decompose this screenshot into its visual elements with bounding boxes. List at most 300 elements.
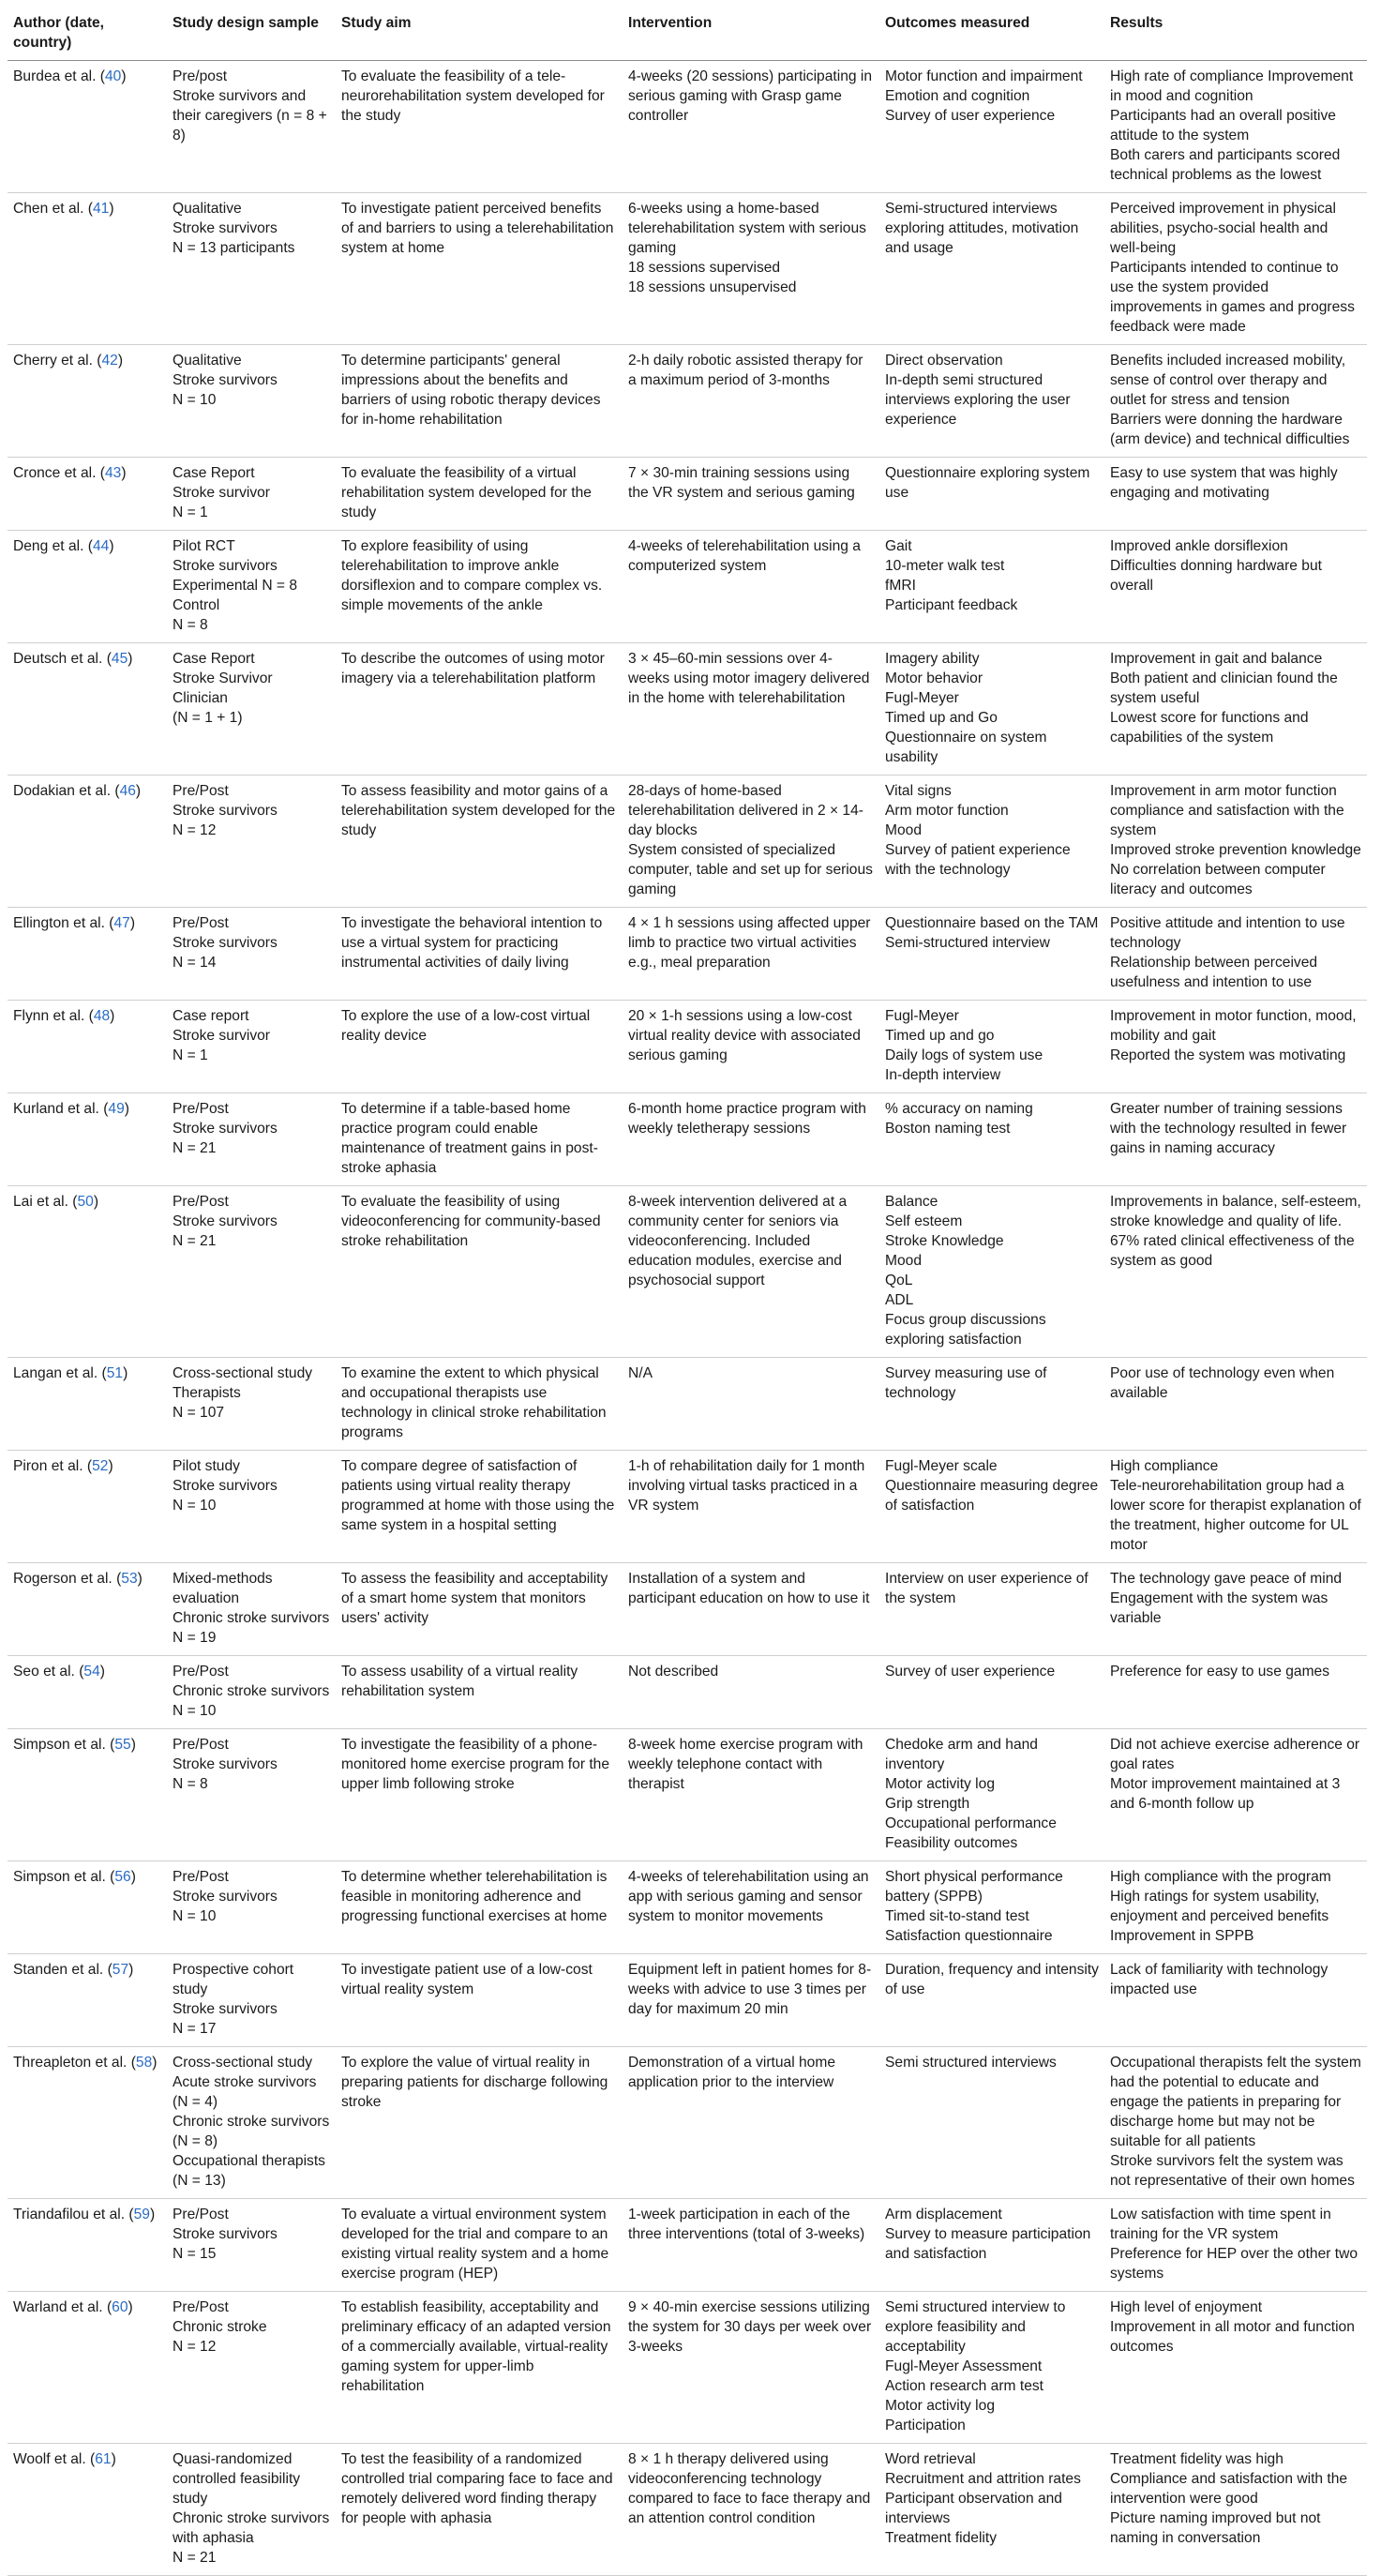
results-line: Benefits included increased mobility, sense of control over therapy and outlet for stress and tension <box>1110 353 1350 408</box>
author-name: Piron et al. <box>13 1458 83 1474</box>
results-line: No correlation between computer literacy and outcomes <box>1110 862 1330 897</box>
outcomes-line: Semi structured interviews <box>885 2055 1057 2071</box>
aim-line: To investigate the behavioral intention to use a virtual system for practicing instrumental activities of daily living <box>341 915 607 971</box>
results-line: 67% rated clinical effectiveness of the system as good <box>1110 1233 1358 1269</box>
reference-link[interactable]: 51 <box>106 1365 124 1381</box>
design-line: Stroke survivors <box>173 935 278 951</box>
cell-results <box>1104 345 1367 458</box>
outcomes-line: Grip strength <box>885 1796 970 1812</box>
results-line: Preference for HEP over the other two systems <box>1110 2246 1362 2282</box>
design-line: Pre/Post <box>173 1737 229 1753</box>
outcomes-line: In-depth semi structured interviews exploring the user experience <box>885 372 1074 428</box>
cell-results <box>1104 1358 1367 1451</box>
cell-intervention <box>623 643 879 776</box>
cell-intervention <box>623 1358 879 1451</box>
reference-link[interactable]: 58 <box>135 2055 153 2071</box>
intervention-line: 8-week home exercise program with weekly telephone contact with therapist <box>628 1737 867 1792</box>
cell-author: Flynn et al. (48) <box>8 1001 167 1093</box>
cell-intervention <box>623 2444 879 2576</box>
aim-line: To explore the value of virtual reality in preparing patients for discharge following stroke <box>341 2055 612 2110</box>
outcomes-line: Mood <box>885 1253 923 1269</box>
cell-aim <box>336 61 623 193</box>
cell-outcomes <box>879 1358 1104 1451</box>
author-name: Ellington et al. <box>13 915 105 931</box>
outcomes-line: % accuracy on naming <box>885 1101 1033 1117</box>
cell-outcomes <box>879 1563 1104 1656</box>
outcomes-line: Chedoke arm and hand inventory <box>885 1737 1043 1772</box>
outcomes-line: Survey to measure participation and satisfaction <box>885 2226 1095 2262</box>
outcomes-line: Self esteem <box>885 1213 963 1229</box>
cell-design <box>167 2047 336 2199</box>
reference-link[interactable]: 60 <box>112 2299 128 2315</box>
outcomes-line: Mood <box>885 822 923 838</box>
reference-link[interactable]: 48 <box>93 1008 111 1024</box>
outcomes-line: Boston naming test <box>885 1121 1011 1137</box>
cell-intervention <box>623 1563 879 1656</box>
outcomes-line: 10-meter walk test <box>885 558 1005 574</box>
cell-aim <box>336 2444 623 2576</box>
outcomes-line: Focus group discussions exploring satisfaction <box>885 1312 1050 1348</box>
cell-intervention <box>623 2292 879 2444</box>
design-line: Stroke survivors <box>173 1478 278 1494</box>
design-line: N = 10 <box>173 1703 217 1719</box>
outcomes-line: Arm motor function <box>885 803 1009 819</box>
aim-line: To determine if a table-based home practice program could enable maintenance of treatment gains in post-stroke aphasia <box>341 1101 598 1176</box>
reference-link[interactable]: 54 <box>83 1664 100 1680</box>
intervention-line: 18 sessions unsupervised <box>628 279 797 295</box>
cell-design <box>167 1861 336 1954</box>
aim-line: To assess the feasibility and acceptability of a smart home system that monitors users' activity <box>341 1571 612 1626</box>
cell-design <box>167 1656 336 1729</box>
cell-author: Threapleton et al. (58) <box>8 2047 167 2199</box>
cell-design <box>167 1954 336 2047</box>
results-line: Improvement in SPPB <box>1110 1928 1254 1944</box>
reference-link[interactable]: 59 <box>133 2207 150 2222</box>
cell-outcomes <box>879 531 1104 643</box>
cell-results <box>1104 1001 1367 1093</box>
reference-link[interactable]: 42 <box>101 353 118 369</box>
results-line: Tele-neurorehabilitation group had a lower score for therapist explanation of the treatment, higher outcome for UL motor <box>1110 1478 1366 1553</box>
aim-line: To compare degree of satisfaction of patients using virtual reality therapy programmed at home with those using the same system in a hospital setting <box>341 1458 619 1533</box>
cell-design <box>167 1093 336 1186</box>
design-line: Therapists <box>173 1385 241 1401</box>
author-name: Simpson et al. <box>13 1737 106 1753</box>
cell-intervention <box>623 345 879 458</box>
cell-aim <box>336 1358 623 1451</box>
cell-results <box>1104 2047 1367 2199</box>
cell-results <box>1104 1451 1367 1563</box>
header-aim: Study aim <box>336 9 623 61</box>
results-line: Improved stroke prevention knowledge <box>1110 842 1361 858</box>
cell-design <box>167 908 336 1001</box>
author-name: Cherry et al. <box>13 353 93 369</box>
author-name: Dodakian et al. <box>13 783 112 799</box>
cell-aim <box>336 776 623 908</box>
design-line: Chronic stroke survivors (N = 8) <box>173 2114 334 2149</box>
intervention-line: 4 × 1 h sessions using affected upper limb to practice two virtual activities e.g., meal preparation <box>628 915 875 971</box>
outcomes-line: Semi structured interview to explore feasibility and acceptability <box>885 2299 1070 2355</box>
aim-line: To describe the outcomes of using motor imagery via a telerehabilitation platform <box>341 651 609 686</box>
cell-results <box>1104 776 1367 908</box>
results-line: Stroke survivors felt the system was not representative of their own homes <box>1110 2153 1355 2189</box>
cell-results <box>1104 1656 1367 1729</box>
outcomes-line: Stroke Knowledge <box>885 1233 1004 1249</box>
outcomes-line: Fugl-Meyer scale <box>885 1458 998 1474</box>
cell-outcomes <box>879 61 1104 193</box>
table-row <box>8 531 1367 643</box>
aim-line: To examine the extent to which physical and occupational therapists use technology in clinical stroke rehabilitation programs <box>341 1365 610 1440</box>
outcomes-line: Semi-structured interviews exploring attitudes, motivation and usage <box>885 201 1083 256</box>
cell-author: Langan et al. (51) <box>8 1358 167 1451</box>
outcomes-line: Short physical performance battery (SPPB) <box>885 1869 1068 1905</box>
outcomes-line: Gait <box>885 538 912 554</box>
cell-author: Woolf et al. (61) <box>8 2444 167 2576</box>
outcomes-line: Arm displacement <box>885 2207 1002 2222</box>
reference-link[interactable]: 45 <box>111 651 128 667</box>
results-line: Improvement in all motor and function outcomes <box>1110 2319 1359 2355</box>
cell-intervention <box>623 1954 879 2047</box>
author-name: Seo et al. <box>13 1664 75 1680</box>
results-line: Treatment fidelity was high <box>1110 2451 1283 2467</box>
results-line: Barriers were donning the hardware (arm device) and technical difficulties <box>1110 412 1350 447</box>
cell-aim <box>336 2047 623 2199</box>
design-line: N = 15 <box>173 2246 217 2262</box>
reference-link[interactable]: 43 <box>104 465 122 481</box>
outcomes-line: Balance <box>885 1194 938 1210</box>
author-name: Burdea et al. <box>13 68 97 84</box>
cell-design <box>167 2199 336 2292</box>
table-row <box>8 908 1367 1001</box>
cell-intervention <box>623 1861 879 1954</box>
cell-outcomes <box>879 2199 1104 2292</box>
design-line: N = 12 <box>173 2339 217 2355</box>
outcomes-line: Duration, frequency and intensity of use <box>885 1962 1103 1997</box>
table-row <box>8 1954 1367 2047</box>
outcomes-line: Motor function and impairment <box>885 68 1083 84</box>
cell-intervention <box>623 531 879 643</box>
outcomes-line: Motor behavior <box>885 670 983 686</box>
outcomes-line: QoL <box>885 1273 913 1288</box>
cell-author: Simpson et al. (55) <box>8 1729 167 1861</box>
reference-link[interactable]: 52 <box>92 1458 109 1474</box>
header-intervention: Intervention <box>623 9 879 61</box>
intervention-line: 1-week participation in each of the three interventions (total of 3-weeks) <box>628 2207 865 2242</box>
reference-link[interactable]: 61 <box>95 2451 112 2467</box>
intervention-line: 20 × 1-h sessions using a low-cost virtual reality device with associated serious gaming <box>628 1008 865 1063</box>
cell-intervention <box>623 1451 879 1563</box>
design-line: Pilot study <box>173 1458 240 1474</box>
table-row <box>8 2292 1367 2444</box>
cell-aim <box>336 1186 623 1358</box>
cell-aim <box>336 1001 623 1093</box>
outcomes-line: Treatment fidelity <box>885 2530 998 2546</box>
cell-outcomes <box>879 1861 1104 1954</box>
cell-aim <box>336 1451 623 1563</box>
results-line: Low satisfaction with time spent in training for the VR system <box>1110 2207 1336 2242</box>
design-line: Stroke survivors <box>173 2226 278 2242</box>
outcomes-line: Timed up and go <box>885 1028 995 1044</box>
table-row <box>8 61 1367 193</box>
cell-author: Piron et al. (52) <box>8 1451 167 1563</box>
design-line: Pre/Post <box>173 1869 229 1885</box>
results-line: Lowest score for functions and capabilities of the system <box>1110 710 1313 746</box>
intervention-line: 8-week intervention delivered at a community center for seniors via videoconferencing. Included education modules, exercise and psychosocial support <box>628 1194 851 1288</box>
design-line: Chronic stroke survivors <box>173 1683 330 1699</box>
cell-intervention <box>623 193 879 345</box>
design-line: Pre/Post <box>173 2299 229 2315</box>
cell-results <box>1104 1563 1367 1656</box>
design-line: Prospective cohort study <box>173 1962 298 1997</box>
intervention-line: 4-weeks (20 sessions) participating in serious gaming with Grasp game controller <box>628 68 877 124</box>
cell-design <box>167 531 336 643</box>
cell-aim <box>336 1563 623 1656</box>
cell-intervention <box>623 1729 879 1861</box>
table-row <box>8 1729 1367 1861</box>
cell-author: Chen et al. (41) <box>8 193 167 345</box>
cell-author: Standen et al. (57) <box>8 1954 167 2047</box>
cell-results <box>1104 1861 1367 1954</box>
reference-link[interactable]: 41 <box>92 201 110 217</box>
cell-design <box>167 1451 336 1563</box>
design-line: Stroke survivors <box>173 803 278 819</box>
cell-author: Deng et al. (44) <box>8 531 167 643</box>
results-line: Difficulties donning hardware but overall <box>1110 558 1327 594</box>
design-line: Stroke survivors <box>173 2001 278 2017</box>
cell-results <box>1104 531 1367 643</box>
results-line: Reported the system was motivating <box>1110 1047 1346 1063</box>
design-line: N = 12 <box>173 822 217 838</box>
outcomes-line: Survey of user experience <box>885 1664 1056 1680</box>
cell-aim <box>336 1656 623 1729</box>
cell-intervention <box>623 61 879 193</box>
outcomes-line: Emotion and cognition <box>885 88 1030 104</box>
author-name: Langan et al. <box>13 1365 98 1381</box>
table-row <box>8 1001 1367 1093</box>
outcomes-line: Questionnaire based on the TAM <box>885 915 1099 931</box>
aim-line: To determine whether telerehabilitation is feasible in monitoring adherence and progressing functional exercises at home <box>341 1869 611 1924</box>
cell-results <box>1104 1729 1367 1861</box>
cell-aim <box>336 458 623 531</box>
cell-aim <box>336 1954 623 2047</box>
table-row <box>8 1656 1367 1729</box>
design-line: N = 10 <box>173 392 217 408</box>
cell-author: Dodakian et al. (46) <box>8 776 167 908</box>
design-line: Stroke survivors <box>173 1121 278 1137</box>
cell-intervention <box>623 1093 879 1186</box>
design-line: N = 13 participants <box>173 240 295 256</box>
outcomes-line: Motor activity log <box>885 2398 995 2414</box>
author-name: Rogerson et al. <box>13 1571 113 1587</box>
intervention-line: Demonstration of a virtual home application prior to the interview <box>628 2055 840 2090</box>
author-name: Deng et al. <box>13 538 84 554</box>
design-line: N = 8 <box>173 617 208 633</box>
aim-line: To test the feasibility of a randomized controlled trial comparing face to face and remotely delivered word finding therapy for people with aphasia <box>341 2451 617 2526</box>
design-line: Occupational therapists (N = 13) <box>173 2153 330 2189</box>
design-line: Clinician <box>173 690 228 706</box>
cell-design <box>167 1563 336 1656</box>
results-line: Poor use of technology even when available <box>1110 1365 1339 1401</box>
results-line: Engagement with the system was variable <box>1110 1590 1332 1626</box>
table-row <box>8 2047 1367 2199</box>
table-row <box>8 1451 1367 1563</box>
results-line: Improved ankle dorsiflexion <box>1110 538 1288 554</box>
design-line: Stroke Survivor <box>173 670 273 686</box>
design-line: Stroke survivors <box>173 1889 278 1905</box>
reference-link[interactable]: 55 <box>114 1737 131 1753</box>
author-name: Lai et al. <box>13 1194 68 1210</box>
design-line: Stroke survivors and their caregivers (n = 8 + 8) <box>173 88 332 143</box>
cell-author: Burdea et al. (40) <box>8 61 167 193</box>
design-line: Pre/Post <box>173 1664 229 1680</box>
reference-link[interactable]: 57 <box>112 1962 129 1978</box>
outcomes-line: Fugl-Meyer <box>885 690 959 706</box>
design-line: Stroke survivors <box>173 1213 278 1229</box>
cell-author: Rogerson et al. (53) <box>8 1563 167 1656</box>
design-line: N = 21 <box>173 2550 217 2566</box>
design-line: Cross-sectional study <box>173 1365 313 1381</box>
outcomes-line: Participation <box>885 2418 966 2433</box>
cell-outcomes <box>879 345 1104 458</box>
cell-results <box>1104 643 1367 776</box>
outcomes-line: Survey measuring use of technology <box>885 1365 1051 1401</box>
results-line: High ratings for system usability, enjoyment and perceived benefits <box>1110 1889 1329 1924</box>
table-row <box>8 2444 1367 2576</box>
outcomes-line: Fugl-Meyer Assessment <box>885 2358 1043 2374</box>
outcomes-line: Questionnaire measuring degree of satisfaction <box>885 1478 1103 1514</box>
outcomes-line: Interview on user experience of the system <box>885 1571 1093 1606</box>
aim-line: To evaluate a virtual environment system developed for the trial and compare to an existing virtual reality system and a home exercise program (HEP) <box>341 2207 613 2282</box>
outcomes-line: Timed up and Go <box>885 710 998 726</box>
cell-outcomes <box>879 2444 1104 2576</box>
results-line: Improvement in arm motor function compliance and satisfaction with the system <box>1110 783 1348 838</box>
design-line: N = 1 <box>173 1047 208 1063</box>
design-line: Chronic stroke <box>173 2319 267 2335</box>
outcomes-line: Participant feedback <box>885 597 1018 613</box>
results-line: Occupational therapists felt the system had the potential to educate and engage the patients in preparing for discharge home but may not be suitable for all patients <box>1110 2055 1366 2149</box>
design-line: Quasi-randomized controlled feasibility study <box>173 2451 305 2507</box>
cell-intervention <box>623 1001 879 1093</box>
reference-link[interactable]: 46 <box>119 783 136 799</box>
cell-author: Lai et al. (50) <box>8 1186 167 1358</box>
aim-line: To establish feasibility, acceptability and preliminary efficacy of an adapted version of a commercially available, virtual-reality gaming system for upper-limb rehabilitation <box>341 2299 615 2394</box>
table-row <box>8 2199 1367 2292</box>
design-line: Pre/Post <box>173 915 229 931</box>
header-outcomes: Outcomes measured <box>879 9 1104 61</box>
results-line: Participants intended to continue to use the system provided improvements in games and progress feedback were made <box>1110 260 1359 335</box>
intervention-line: Not described <box>628 1664 719 1680</box>
outcomes-line: Survey of user experience <box>885 108 1056 124</box>
outcomes-line: Direct observation <box>885 353 1003 369</box>
cell-results <box>1104 61 1367 193</box>
design-line: Acute stroke survivors (N = 4) <box>173 2074 321 2110</box>
table-row <box>8 458 1367 531</box>
aim-line: To investigate patient perceived benefits of and barriers to using a telerehabilitation system at home <box>341 201 618 256</box>
cell-author: Kurland et al. (49) <box>8 1093 167 1186</box>
reference-link[interactable]: 40 <box>104 68 122 84</box>
results-line: Motor improvement maintained at 3 and 6-month follow up <box>1110 1776 1344 1812</box>
reference-link[interactable]: 49 <box>108 1101 125 1117</box>
outcomes-line: fMRI <box>885 578 916 594</box>
design-line: N = 1 <box>173 505 208 520</box>
table-row <box>8 1563 1367 1656</box>
design-line: Pre/Post <box>173 2207 229 2222</box>
cell-aim <box>336 2199 623 2292</box>
design-line: Stroke survivors <box>173 372 278 388</box>
outcomes-line: Timed sit-to-stand test <box>885 1908 1029 1924</box>
aim-line: To explore feasibility of using telerehabilitation to improve ankle dorsiflexion and to compare complex vs. simple movements of the ankle <box>341 538 607 613</box>
outcomes-line: Participant observation and interviews <box>885 2491 1067 2526</box>
cell-intervention <box>623 2199 879 2292</box>
intervention-line: 4-weeks of telerehabilitation using an app with serious gaming and sensor system to monitor movements <box>628 1869 873 1924</box>
reference-link[interactable]: 47 <box>113 915 130 931</box>
author-name: Deutsch et al. <box>13 651 103 667</box>
cell-aim <box>336 908 623 1001</box>
author-name: Flynn et al. <box>13 1008 85 1024</box>
design-line: N = 19 <box>173 1630 217 1646</box>
cell-outcomes <box>879 458 1104 531</box>
table-row <box>8 193 1367 345</box>
cell-results <box>1104 1093 1367 1186</box>
cell-design <box>167 643 336 776</box>
reference-link[interactable]: 44 <box>92 538 110 554</box>
cell-outcomes <box>879 1656 1104 1729</box>
results-line: High rate of compliance Improvement in mood and cognition <box>1110 68 1358 104</box>
design-line: Experimental N = 8 <box>173 578 298 594</box>
design-line: Qualitative <box>173 353 242 369</box>
outcomes-line: Vital signs <box>885 783 952 799</box>
reference-link[interactable]: 56 <box>114 1869 131 1885</box>
table-row <box>8 1186 1367 1358</box>
cell-design <box>167 776 336 908</box>
table-row <box>8 643 1367 776</box>
cell-design <box>167 1358 336 1451</box>
cell-design <box>167 1186 336 1358</box>
cell-results <box>1104 458 1367 531</box>
intervention-line: 9 × 40-min exercise sessions utilizing the system for 30 days per week over 3-weeks <box>628 2299 876 2355</box>
intervention-line: 2-h daily robotic assisted therapy for a maximum period of 3-months <box>628 353 867 388</box>
cell-intervention <box>623 908 879 1001</box>
results-line: Improvement in motor function, mood, mobility and gait <box>1110 1008 1360 1044</box>
results-line: Both patient and clinician found the system useful <box>1110 670 1343 706</box>
aim-line: To investigate patient use of a low-cost virtual reality system <box>341 1962 597 1997</box>
results-line: Picture naming improved but not naming in conversation <box>1110 2510 1325 2546</box>
cell-author: Simpson et al. (56) <box>8 1861 167 1954</box>
outcomes-line: Recruitment and attrition rates <box>885 2471 1081 2487</box>
design-line: Chronic stroke survivors <box>173 1610 330 1626</box>
cell-results <box>1104 193 1367 345</box>
reference-link[interactable]: 50 <box>77 1194 94 1210</box>
cell-results <box>1104 908 1367 1001</box>
author-name: Standen et al. <box>13 1962 104 1978</box>
cell-design <box>167 2292 336 2444</box>
cell-author: Cherry et al. (42) <box>8 345 167 458</box>
design-line: Stroke survivors <box>173 220 278 236</box>
author-name: Chen et al. <box>13 201 84 217</box>
results-line: Compliance and satisfaction with the intervention were good <box>1110 2471 1352 2507</box>
studies-table <box>8 9 1367 2576</box>
design-line: Stroke survivors <box>173 1756 278 1772</box>
outcomes-line: Feasibility outcomes <box>885 1835 1018 1851</box>
design-line: N = 8 <box>173 1776 208 1792</box>
outcomes-line: Word retrieval <box>885 2451 976 2467</box>
design-line: N = 107 <box>173 1405 225 1421</box>
table-row <box>8 1861 1367 1954</box>
intervention-line: Equipment left in patient homes for 8-weeks with advice to use 3 times per day for maximum 20 min <box>628 1962 872 2017</box>
table-body <box>8 61 1367 2576</box>
cell-outcomes <box>879 193 1104 345</box>
reference-link[interactable]: 53 <box>121 1571 138 1587</box>
cell-outcomes <box>879 2292 1104 2444</box>
